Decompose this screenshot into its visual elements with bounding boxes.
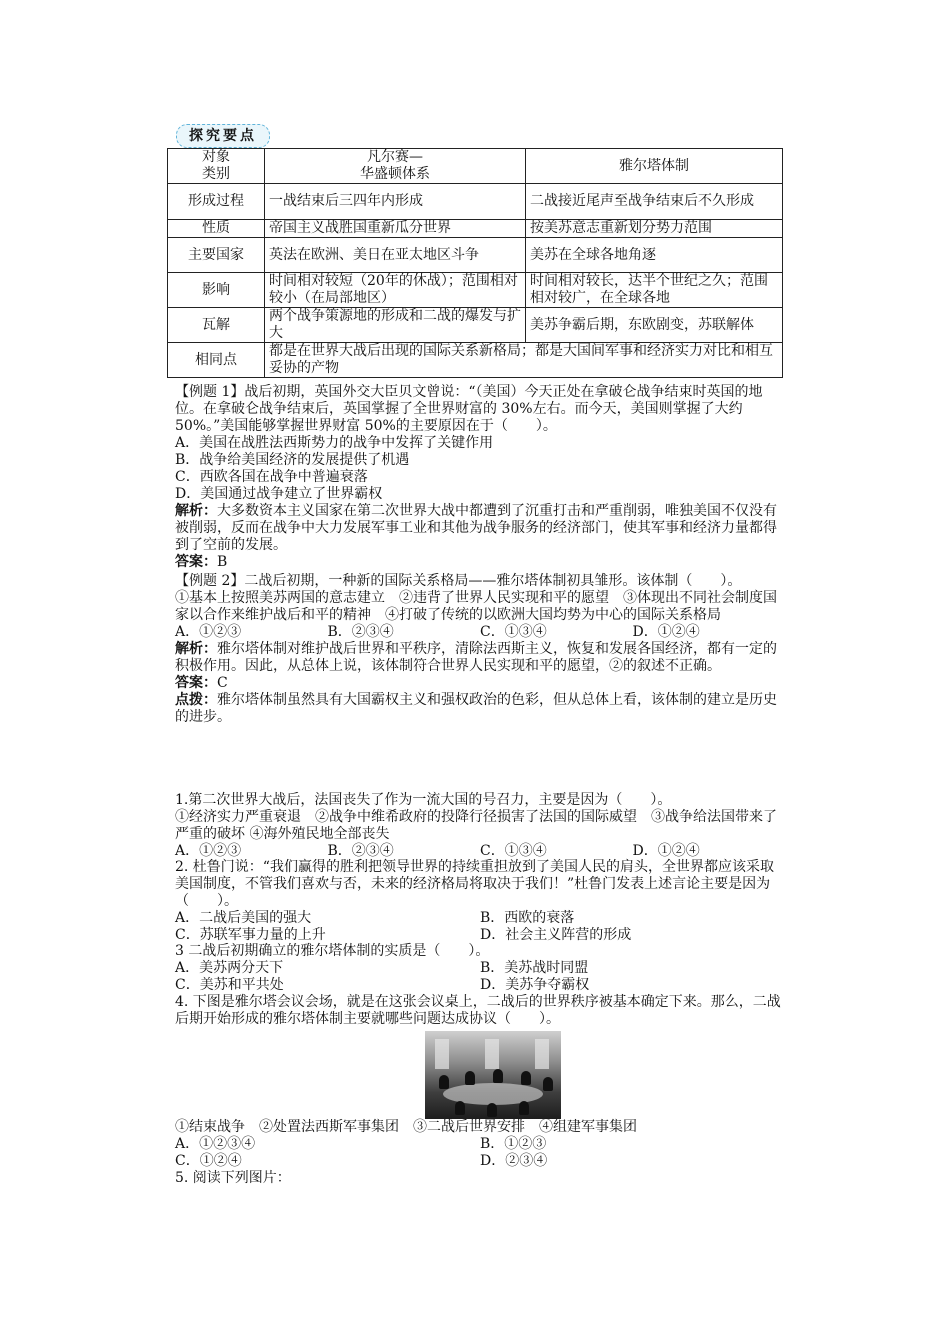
option-a: A．①②③ bbox=[175, 843, 242, 859]
example-2-options bbox=[175, 624, 785, 641]
header-category: 类别 bbox=[202, 166, 230, 182]
option-d: D．美苏争夺霸权 bbox=[480, 977, 590, 993]
photo-figure bbox=[439, 1075, 449, 1089]
photo-window bbox=[535, 1039, 549, 1069]
option-a: A．二战后美国的强大 bbox=[175, 910, 312, 926]
row-cell-versailles: 时间相对较短（20年的休战）；范围相对较小（在局部地区） bbox=[265, 273, 526, 308]
option-b: B．①②③ bbox=[480, 1136, 547, 1152]
photo-figure bbox=[519, 1101, 529, 1115]
option-c: C．①③④ bbox=[480, 624, 547, 640]
question-4-options-row2 bbox=[175, 1153, 785, 1170]
option-b: B．②③④ bbox=[327, 624, 394, 640]
option-c: C．苏联军事力量的上升 bbox=[175, 927, 326, 943]
common-label: 相同点 bbox=[168, 343, 265, 378]
table-header-corner bbox=[168, 149, 265, 184]
question-3 bbox=[175, 943, 785, 994]
example-1-answer bbox=[175, 554, 785, 571]
option-a: A．美苏两分天下 bbox=[175, 960, 284, 976]
row-label: 主要国家 bbox=[168, 238, 265, 273]
table-row bbox=[168, 184, 783, 220]
photo-figure bbox=[455, 1101, 465, 1115]
option-b: B．②③④ bbox=[327, 843, 394, 859]
question-4 bbox=[175, 994, 785, 1028]
question-4-items: ①结束战争 ②处置法西斯军事集团 ③二战后世界安排 ④组建军事集团 bbox=[175, 1119, 637, 1135]
option-d: D．②③④ bbox=[480, 1153, 548, 1169]
question-2-options-row2 bbox=[175, 927, 785, 944]
table-header-yalta: 雅尔塔体制 bbox=[526, 149, 783, 184]
table-row bbox=[168, 273, 783, 308]
answer-text: C bbox=[217, 675, 228, 691]
option-c: C．①③④ bbox=[480, 843, 547, 859]
table-row bbox=[168, 220, 783, 238]
question-2 bbox=[175, 859, 785, 944]
analysis-label: 解析： bbox=[175, 641, 217, 657]
option-c: C．美苏和平共处 bbox=[175, 977, 284, 993]
question-2-options-row1 bbox=[175, 910, 785, 927]
question-2-stem: 2. 杜鲁门说：“我们赢得的胜利把领导世界的持续重担放到了美国人民的肩头，全世界都应该采取美国制度，不管我们喜欢与否，未来的经济格局将取决于我们！”杜鲁门发表上述言论主要是因为（ ）。 bbox=[175, 859, 774, 909]
row-cell-versailles: 两个战争策源地的形成和二战的爆发与扩大 bbox=[265, 308, 526, 343]
row-cell-versailles: 帝国主义战胜国重新瓜分世界 bbox=[265, 220, 526, 238]
header-versailles-line2: 华盛顿体系 bbox=[360, 166, 430, 182]
option-d: D．①②④ bbox=[632, 624, 700, 640]
option-d: D．①②④ bbox=[632, 843, 700, 859]
yalta-conference-photo bbox=[425, 1031, 561, 1119]
row-label: 瓦解 bbox=[168, 308, 265, 343]
table-row bbox=[168, 238, 783, 273]
example-2-analysis bbox=[175, 641, 785, 675]
option-d: D．社会主义阵营的形成 bbox=[480, 927, 632, 943]
answer-label: 答案： bbox=[175, 675, 217, 691]
section-badge: 探究要点 bbox=[176, 124, 270, 148]
photo-figure bbox=[543, 1077, 553, 1091]
photo-figure bbox=[521, 1071, 531, 1085]
question-1-options bbox=[175, 843, 785, 860]
tip-text: 雅尔塔体制虽然具有大国霸权主义和强权政治的色彩，但从总体上看，该体制的建立是历史的进步。 bbox=[175, 692, 777, 725]
option-b: B．西欧的衰落 bbox=[480, 910, 575, 926]
photo-figure bbox=[493, 1069, 503, 1083]
photo-figure bbox=[465, 1071, 475, 1085]
row-label: 形成过程 bbox=[168, 184, 265, 220]
table-row bbox=[168, 308, 783, 343]
row-cell-yalta: 时间相对较长，达半个世纪之久；范围相对较广，在全球各地 bbox=[526, 273, 783, 308]
analysis-label: 解析： bbox=[175, 503, 217, 519]
row-label: 影响 bbox=[168, 273, 265, 308]
question-3-stem: 3 二战后初期确立的雅尔塔体制的实质是（ ）。 bbox=[175, 943, 490, 959]
row-cell-versailles: 一战结束后三四年内形成 bbox=[265, 184, 526, 220]
comparison-table bbox=[167, 148, 783, 378]
row-cell-versailles: 英法在欧洲、美日在亚太地区斗争 bbox=[265, 238, 526, 273]
example-2 bbox=[175, 573, 785, 726]
row-cell-yalta: 美苏争霸后期，东欧剧变，苏联解体 bbox=[526, 308, 783, 343]
answer-text: B bbox=[217, 554, 228, 570]
example-2-stem: 【例题 2】二战后初期，一种新的国际关系格局——雅尔塔体制初具雏形。该体制（ ）。 bbox=[175, 573, 742, 589]
analysis-text: 大多数资本主义国家在第二次世界大战中都遭到了沉重打击和严重削弱，唯独美国不仅没有被削弱，反而在战争中大力发展军事工业和其他为战争服务的经济部门，使其军事和经济力量都得到了空前的发展。 bbox=[175, 503, 777, 553]
header-object: 对象 bbox=[202, 149, 230, 165]
photo-window bbox=[435, 1039, 449, 1069]
answer-label: 答案： bbox=[175, 554, 217, 570]
header-versailles-line1: 凡尔赛— bbox=[367, 149, 423, 165]
question-1-items: ①经济实力严重衰退 ②战争中维希政府的投降行径损害了法国的国际威望 ③战争给法国带来了严重的破坏 ④海外殖民地全部丧失 bbox=[175, 809, 777, 842]
row-label: 性质 bbox=[168, 220, 265, 238]
table-common-row bbox=[168, 343, 783, 378]
option-a: A．①②③ bbox=[175, 624, 242, 640]
tip-label: 点拨： bbox=[175, 692, 217, 708]
row-cell-yalta: 二战接近尾声至战争结束后不久形成 bbox=[526, 184, 783, 220]
question-1-stem: 1.第二次世界大战后，法国丧失了作为一流大国的号召力，主要是因为（ ）。 bbox=[175, 792, 672, 808]
question-3-options-row2 bbox=[175, 977, 785, 994]
option-b: B．美苏战时同盟 bbox=[480, 960, 589, 976]
example-2-answer bbox=[175, 675, 785, 692]
question-4-stem: 4. 下图是雅尔塔会议会场，就是在这张会议桌上，二战后的世界秩序被基本确定下来。那么，二战后期开始形成的雅尔塔体制主要就哪些问题达成协议（ ）。 bbox=[175, 994, 781, 1027]
example-1-option-b: B．战争给美国经济的发展提供了机遇 bbox=[175, 452, 410, 468]
question-5-stem: 5. 阅读下列图片： bbox=[175, 1170, 291, 1186]
option-a: A．①②③④ bbox=[175, 1136, 256, 1152]
example-1-stem: 【例题 1】战后初期，英国外交大臣贝文曾说：“（美国）今天正处在拿破仑战争结束时英国的地位。在拿破仑战争结束后，英国掌握了全世界财富的 30%左右。而今天，美国则掌握了大约 50%。”美国能够掌握世界财富 50%的主要原因在于（ ）。 bbox=[175, 384, 763, 434]
question-4-body bbox=[175, 1119, 785, 1187]
example-1-option-c: C．西欧各国在战争中普遍衰落 bbox=[175, 469, 368, 485]
row-cell-yalta: 按美苏意志重新划分势力范围 bbox=[526, 220, 783, 238]
example-1-analysis bbox=[175, 503, 785, 554]
question-3-options-row1 bbox=[175, 960, 785, 977]
example-1 bbox=[175, 384, 785, 571]
example-1-option-d: D．美国通过战争建立了世界霸权 bbox=[175, 486, 383, 502]
question-4-options-row1 bbox=[175, 1136, 785, 1153]
question-1 bbox=[175, 792, 785, 860]
analysis-text: 雅尔塔体制对维护战后世界和平秩序，清除法西斯主义，恢复和发展各国经济，都有一定的积极作用。因此，从总体上说，该体制符合世界人民实现和平的愿望，②的叙述不正确。 bbox=[175, 641, 777, 674]
table-header-versailles bbox=[265, 149, 526, 184]
example-1-option-a: A．美国在战胜法西斯势力的战争中发挥了关键作用 bbox=[175, 435, 494, 451]
common-text: 都是在世界大战后出现的国际关系新格局；都是大国间军事和经济实力对比和相互妥协的产物 bbox=[265, 343, 783, 378]
example-2-tip bbox=[175, 692, 785, 726]
row-cell-yalta: 美苏在全球各地角逐 bbox=[526, 238, 783, 273]
table-header-row bbox=[168, 149, 783, 184]
photo-figure bbox=[487, 1103, 497, 1117]
photo-window bbox=[485, 1039, 499, 1069]
example-2-items: ①基本上按照美苏两国的意志建立 ②违背了世界人民实现和平的愿望 ③体现出不同社会制度国家以合作来维护战后和平的精神 ④打破了传统的以欧洲大国均势为中心的国际关系格局 bbox=[175, 590, 777, 623]
option-c: C．①②④ bbox=[175, 1153, 242, 1169]
